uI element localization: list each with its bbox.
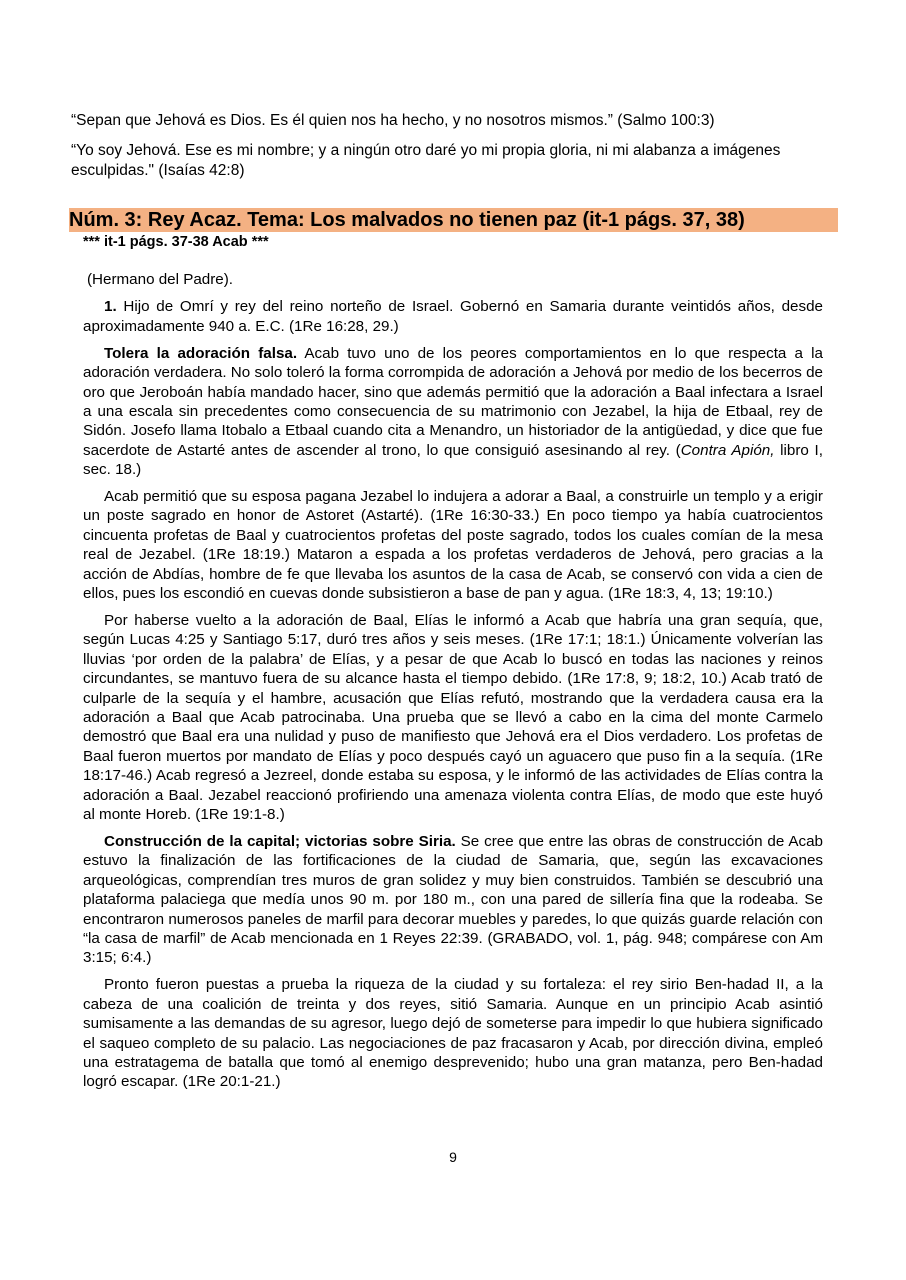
scripture-quote-psalm: “Sepan que Jehová es Dios. Es él quien nos ha hecho, y no nosotros mismos.” (Salmo 100:3) (71, 112, 715, 129)
scripture-quote-isaiah: “Yo soy Jehová. Ese es mi nombre; y a ningún otro daré yo mi propia gloria, ni mi alabanza a imágenes esculpidas." (Isaías 42:8) (71, 142, 781, 179)
paragraph-2-text: Acab tuvo uno de los peores comportamientos en lo que respecta a la adoración verdadera. No solo toleró la forma corrompida de adoración a Jehová por medio de los becerros de oro que Jeroboán había mandado hacer, sino que además permitió que la adoración a Baal infectara a Israel a una escala sin precedentes como consecuencia de su matrimonio con Jezabel, la hija de Etbaal, rey de Sidón. Josefo llama Itobalo a Etbaal cuando cita a Menandro, un historiador de la antigüedad, y dice que fue sacerdote de Astarté antes de ascender al trono, lo que consiguió asesinando al rey. ( (83, 344, 823, 459)
paragraph-2 (83, 344, 823, 480)
paragraph-5-lead: Construcción de la capital; victorias sobre Siria. (104, 832, 456, 850)
paragraph-2-italic: Contra Apión, (680, 441, 775, 459)
paragraph-1 (83, 297, 823, 336)
paragraph-2-tail: libro I, sec. 18.) (83, 441, 823, 479)
paragraph-3: Acab permitió que su esposa pagana Jezabel lo indujera a adorar a Baal, a construirle un templo y a erigir un poste sagrado en honor de Astoret (Astarté). (1Re 16:30-33.) En poco tiempo ya había cuatrocientos cincuenta profetas de Baal y cuatrocientos profetas del poste sagrado, todos los cuales comían de la mesa real de Jezabel. (1Re 18:19.) Mataron a espada a los profetas verdaderos de Jehová, pero gracias a la acción de Abdías, hombre de fe que llevaba los asuntos de la casa de Acab, se conservó con vida a cien de ellos, pues los escondió en cuevas donde subsistieron a base de pan y agua. (1Re 18:3, 4, 13; 19:10.) (83, 488, 823, 603)
section-heading: Núm. 3: Rey Acaz. Tema: Los malvados no tienen paz (it-1 págs. 37, 38) (69, 208, 838, 232)
paragraph-5-text: Se cree que entre las obras de construcción de Acab estuvo la finalización de las fortificaciones de la ciudad de Samaria, que, según las excavaciones arqueológicas, comprendían tres muros de gran solidez y muy bien construidos. También se descubrió una plataforma palaciega que medía unos 90 m. por 180 m., con una pared de sillería fina que la rodeaba. Se encontraron numerosos paneles de marfil para decorar muebles y paredes, lo que quizás guarde relación con “la casa de marfil” de Acab mencionada en 1 Reyes 22:39. (GRABADO, vol. 1, pág. 948; compárese con Am 3:15; 6:4.) (83, 832, 823, 967)
paragraph-2-lead: Tolera la adoración falsa. (104, 344, 298, 362)
paragraph-5 (83, 832, 823, 968)
page-number: 9 (449, 1149, 457, 1165)
paragraph-1-text: Hijo de Omrí y rey del reino norteño de Israel. Gobernó en Samaria durante veintidós años, desde aproximadamente 940 a. E.C. (1Re 16:28, 29.) (83, 298, 823, 335)
paragraph-4: Por haberse vuelto a la adoración de Baal, Elías le informó a Acab que habría una gran sequía, que, según Lucas 4:25 y Santiago 5:17, duró tres años y seis meses. (1Re 17:1; 18:1.) Únicamente volverían las lluvias ‘por orden de la palabra’ de Elías, y a pesar de que Acab lo buscó en todas las naciones y reinos circundantes, se mantuvo fuera de su alcance hasta el tiempo debido. (1Re 17:8, 9; 18:2, 10.) Acab trató de culparle de la sequía y el hambre, acusación que Elías refutó, mostrando que la verdadera causa era la adoración a Baal que Acab patrocinaba. Una prueba que se llevó a cabo en la cima del monte Carmelo demostró que Baal era una nulidad y puso de manifiesto que Jehová era el Dios verdadero. Los profetas de Baal fueron muertos por mandato de Elías y poco después cayó un aguacero que puso fin a la sequía. (1Re 18:17-46.) Acab regresó a Jezreel, donde estaba su esposa, y le informó de las actividades de Elías contra la adoración a Baal. Jezabel reaccionó profiriendo una amenaza violenta contra Elías, de modo que este huyó al monte Horeb. (1Re 19:1-8.) (83, 612, 823, 824)
paragraph-6: Pronto fueron puestas a prueba la riqueza de la ciudad y su fortaleza: el rey sirio Ben-hadad II, a la cabeza de una coalición de treinta y dos reyes, sitió Samaria. Aunque en un principio Acab asintió sumisamente a las demandas de su agresor, luego dejó de someterse para impedir lo que hubiera significado el saqueo completo de su palacio. Las negociaciones de paz fracasaron y Acab, por dirección divina, empleó una estratagema de batalla que tomó al enemigo desprevenido; hubo una gran matanza, pero Ben-hadad logró escapar. (1Re 20:1-21.) (83, 976, 823, 1091)
paragraph-1-lead: 1. (104, 298, 117, 316)
reference-subheading: *** it-1 págs. 37-38 Acab *** (83, 234, 269, 250)
article-body (83, 270, 823, 1099)
name-meaning-note: (Hermano del Padre). (87, 271, 234, 288)
